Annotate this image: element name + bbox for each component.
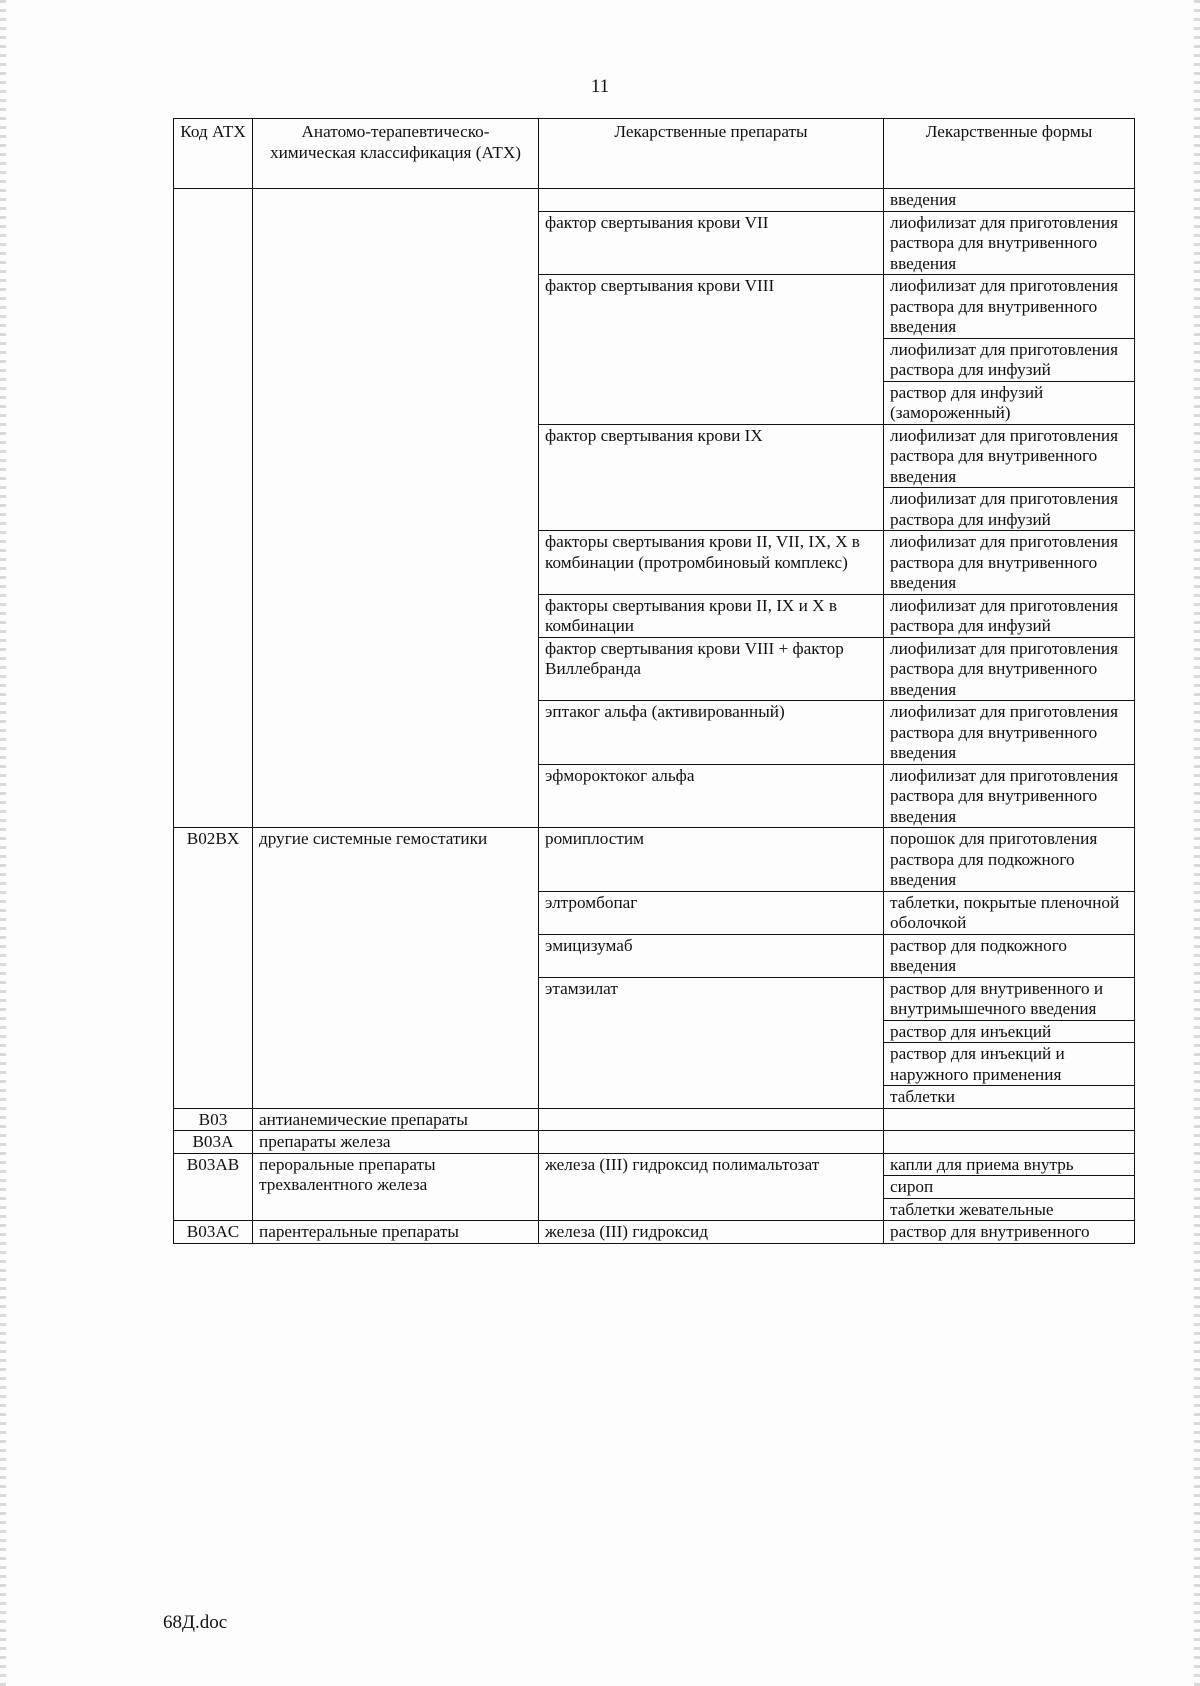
form-cell: лиофилизат для приготовления раствора для внутривенного введения bbox=[884, 275, 1135, 339]
drug-cell: фактор свертывания крови VII bbox=[539, 211, 884, 275]
code-cell: B03AC bbox=[174, 1221, 253, 1244]
footer-filename: 68Д.doc bbox=[163, 1612, 228, 1633]
atc-cell: другие системные гемостатики bbox=[253, 828, 539, 1109]
drug-cell: эфмороктоког альфа bbox=[539, 764, 884, 828]
drug-cell: фактор свертывания крови VIII bbox=[539, 275, 884, 425]
drug-cell bbox=[539, 1131, 884, 1154]
drug-cell: факторы свертывания крови II, VII, IX, X в комбинации (протромбиновый комплекс) bbox=[539, 531, 884, 595]
form-cell: введения bbox=[884, 189, 1135, 212]
atc-cell: препараты железа bbox=[253, 1131, 539, 1154]
form-cell: лиофилизат для приготовления раствора для внутривенного введения bbox=[884, 531, 1135, 595]
code-cell bbox=[174, 189, 253, 828]
drug-cell: факторы свертывания крови II, IX и X в комбинации bbox=[539, 594, 884, 637]
page-number: 11 bbox=[590, 76, 610, 97]
form-cell: лиофилизат для приготовления раствора для инфузий bbox=[884, 488, 1135, 531]
form-cell: раствор для инфузий (замороженный) bbox=[884, 381, 1135, 424]
drug-cell bbox=[539, 1108, 884, 1131]
drug-cell: этамзилат bbox=[539, 977, 884, 1108]
drug-cell: эмицизумаб bbox=[539, 934, 884, 977]
form-cell: раствор для подкожного введения bbox=[884, 934, 1135, 977]
scan-edge-left bbox=[0, 0, 6, 1686]
form-cell: таблетки, покрытые пленочной оболочкой bbox=[884, 891, 1135, 934]
drug-cell: эптаког альфа (активированный) bbox=[539, 701, 884, 765]
atc-cell: парентеральные препараты bbox=[253, 1221, 539, 1244]
form-cell: лиофилизат для приготовления раствора для внутривенного введения bbox=[884, 637, 1135, 701]
form-cell: лиофилизат для приготовления раствора для внутривенного введения bbox=[884, 211, 1135, 275]
header-forms: Лекарственные формы bbox=[884, 119, 1135, 189]
form-cell: лиофилизат для приготовления раствора для инфузий bbox=[884, 594, 1135, 637]
form-cell: раствор для инъекций и наружного применения bbox=[884, 1043, 1135, 1086]
drug-cell: фактор свертывания крови IX bbox=[539, 424, 884, 531]
drug-table bbox=[173, 118, 1135, 1244]
form-cell: лиофилизат для приготовления раствора для внутривенного введения bbox=[884, 424, 1135, 488]
drug-table-container bbox=[173, 118, 1134, 1244]
table-row bbox=[174, 1131, 1135, 1154]
atc-cell: антианемические препараты bbox=[253, 1108, 539, 1131]
form-cell: лиофилизат для приготовления раствора для внутривенного введения bbox=[884, 764, 1135, 828]
form-cell bbox=[884, 1131, 1135, 1154]
form-cell: раствор для внутривенного и внутримышечного введения bbox=[884, 977, 1135, 1020]
code-cell: B03A bbox=[174, 1131, 253, 1154]
table-row bbox=[174, 1153, 1135, 1176]
drug-cell: элтромбопаг bbox=[539, 891, 884, 934]
table-row bbox=[174, 189, 1135, 212]
form-cell: таблетки bbox=[884, 1086, 1135, 1109]
code-cell: B02BX bbox=[174, 828, 253, 1109]
form-cell: лиофилизат для приготовления раствора для инфузий bbox=[884, 338, 1135, 381]
table-row bbox=[174, 1108, 1135, 1131]
drug-cell: ромиплостим bbox=[539, 828, 884, 892]
form-cell: раствор для инъекций bbox=[884, 1020, 1135, 1043]
form-cell: таблетки жевательные bbox=[884, 1198, 1135, 1221]
atc-cell: пероральные препараты трехвалентного железа bbox=[253, 1153, 539, 1221]
form-cell: капли для приема внутрь bbox=[884, 1153, 1135, 1176]
header-atc: Анатомо-терапевтическо-химическая классификация (АТХ) bbox=[253, 119, 539, 189]
atc-cell bbox=[253, 189, 539, 828]
scan-edge-right bbox=[1194, 0, 1200, 1686]
table-header-row bbox=[174, 119, 1135, 189]
header-drugs: Лекарственные препараты bbox=[539, 119, 884, 189]
code-cell: B03 bbox=[174, 1108, 253, 1131]
code-cell: B03AB bbox=[174, 1153, 253, 1221]
drug-cell: железа (III) гидроксид bbox=[539, 1221, 884, 1244]
form-cell bbox=[884, 1108, 1135, 1131]
drug-cell bbox=[539, 189, 884, 212]
header-code: Код АТХ bbox=[174, 119, 253, 189]
form-cell: лиофилизат для приготовления раствора для внутривенного введения bbox=[884, 701, 1135, 765]
form-cell: порошок для приготовления раствора для подкожного введения bbox=[884, 828, 1135, 892]
drug-cell: фактор свертывания крови VIII + фактор Виллебранда bbox=[539, 637, 884, 701]
form-cell: сироп bbox=[884, 1176, 1135, 1199]
table-row bbox=[174, 1221, 1135, 1244]
table-row bbox=[174, 828, 1135, 892]
drug-cell: железа (III) гидроксид полимальтозат bbox=[539, 1153, 884, 1221]
form-cell: раствор для внутривенного bbox=[884, 1221, 1135, 1244]
